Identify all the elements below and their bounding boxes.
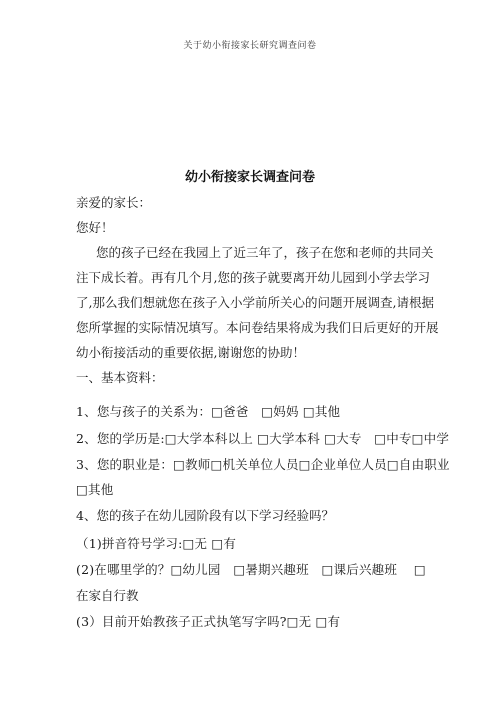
question-3-occupation: 3、您的职业是：□教师□机关单位人员□企业单位人员□自由职业	[76, 457, 450, 472]
question-2-education: 2、您的学历是:□大学本科以上 □大学本科 □大专 □中专□中学	[76, 431, 450, 446]
questionnaire-title: 幼小衔接家长调查问卷	[184, 170, 315, 185]
greeting: 亲爱的家长：	[76, 195, 152, 210]
hello-line: 您好！	[76, 220, 114, 235]
question-4-3-writing: (3）目前开始教孩子正式执笔写字吗?□无 □有	[76, 614, 341, 629]
intro-line-2: 注下成长着。再有几个月,您的孩子就要离开幼儿园到小学去学习	[76, 270, 430, 285]
intro-line-5: 幼小衔接活动的重要依据,谢谢您的协助！	[76, 345, 305, 360]
section-basic-info: 一、基本资料：	[76, 370, 164, 385]
question-4-2-where-cont: 在家自行教	[76, 588, 139, 603]
question-4-1-pinyin: （1)拼音符号学习:□无 □有	[76, 536, 237, 551]
intro-line-4: 您所掌握的实际情况填写。本问卷结果将成为我们日后更好的开展	[76, 320, 439, 335]
running-header: 关于幼小衔接家长研究调查问卷	[183, 41, 317, 51]
intro-line-1: 您的孩子已经在我园上了近三年了，孩子在您和老师的共同关	[96, 245, 434, 260]
question-3-occupation-cont: □其他	[76, 482, 114, 497]
question-1-relationship: 1、您与孩子的关系为：□爸爸 □妈妈 □其他	[76, 404, 341, 419]
question-4-learning: 4、您的孩子在幼儿园阶段有以下学习经验吗？	[76, 508, 334, 523]
question-4-2-where: (2)在哪里学的？□幼儿园 □暑期兴趣班 □课后兴趣班 □	[76, 562, 426, 577]
intro-line-3: 了,那么我们想就您在孩子入小学前所关心的问题开展调查,请根据	[76, 295, 434, 310]
